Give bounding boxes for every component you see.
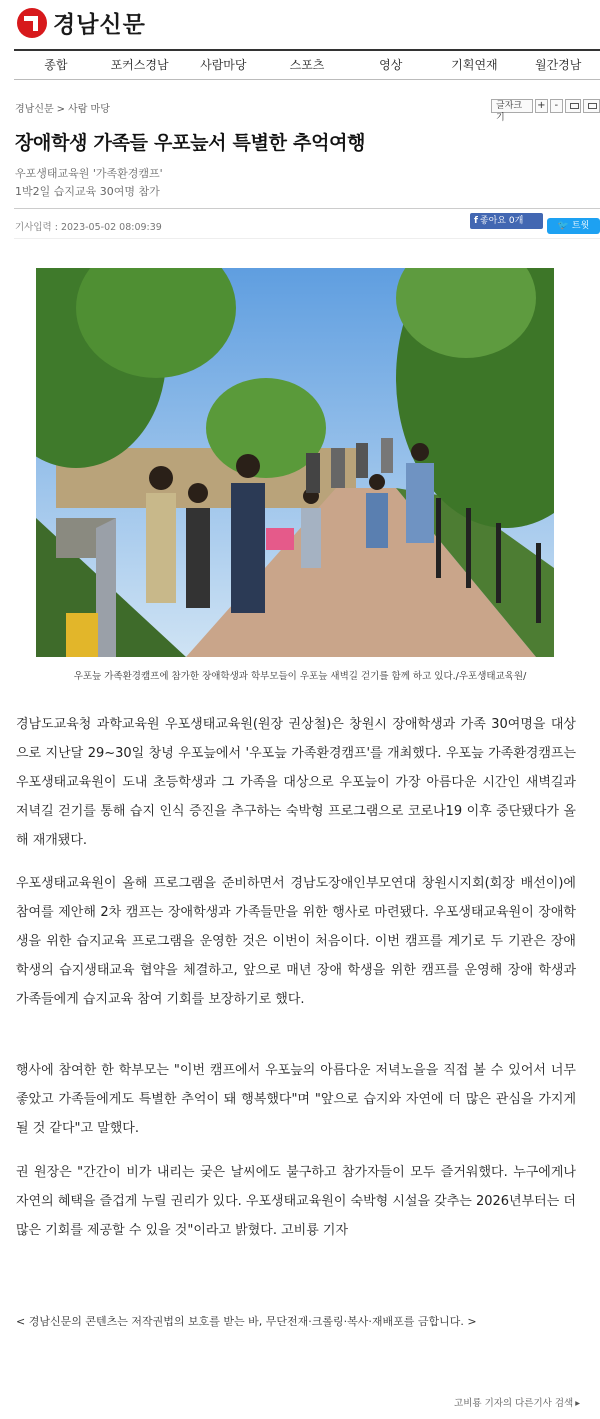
breadcrumb-home[interactable]: 경남신문 [15, 104, 54, 115]
like-label: 좋아요 0개 [479, 216, 524, 226]
font-decrease-button[interactable]: - [550, 99, 563, 113]
copyright-notice: < 경남신문의 콘텐츠는 저작권법의 보호를 받는 바, 무단전재·크롤링·복사·재배포를 금합니다. > [16, 1315, 477, 1328]
divider-2 [14, 238, 600, 239]
tweet-button[interactable] [547, 218, 600, 234]
font-increase-button[interactable]: + [535, 99, 548, 113]
nav-item-general[interactable]: 종합 [44, 58, 68, 72]
article-tools [491, 99, 600, 123]
arrow-right-icon: ▸ [575, 1398, 580, 1409]
site-logo[interactable] [17, 6, 146, 39]
twitter-icon: 🐦 [557, 221, 569, 231]
article-paragraph: 경남도교육청 과학교육원 우포생태교육원(원장 권상철)은 창원시 장애학생과 가족 30여명을 대상으로 지난달 29~30일 창녕 우포늪에서 '우포늪 가족환경캠프'를 개최했다. 우포늪 가족환경캠프는 우포생태교육원이 도내 초등학생과 그 가족을 대상으로 우포늪이 가장 아름다운 시간인 새벽길과 저녁길 걷기를 통해 습지 인식 증진을 추구하는 숙박형 프로그램으로 코로나19 이후 중단됐다가 올해 재개됐다. [16, 717, 576, 848]
email-icon[interactable] [583, 99, 600, 113]
facebook-like-button[interactable] [470, 213, 543, 229]
logo-mark-icon [17, 8, 47, 38]
reporter-more-label: 고비룡 기자의 다른기사 검색 [454, 1398, 574, 1409]
breadcrumb-separator: > [56, 104, 66, 115]
article-paragraph: 권 원장은 "간간이 비가 내리는 궂은 날씨에도 불구하고 참가자들이 모두 즐거워했다. 누구에게나 자연의 혜택을 즐겁게 누릴 권리가 있다. 우포생태교육원이 숙박형 시설을 갖추는 2026년부터는 더 많은 기회를 제공할 수 있을 것"이라고 밝혔다. 고비룡 기자 [16, 1165, 576, 1238]
tweet-label: 트윗 [571, 221, 590, 231]
article-title: 장애학생 가족들 우포늪서 특별한 추억여행 [15, 132, 366, 154]
facebook-icon: f [474, 216, 478, 226]
nav-item-video[interactable]: 영상 [379, 58, 403, 72]
article-subtitle: 우포생태교육원 '가족환경캠프' [15, 167, 163, 180]
nav-item-series[interactable]: 기획연재 [451, 58, 498, 72]
breadcrumb [15, 100, 110, 115]
breadcrumb-section[interactable]: 사람 마당 [68, 104, 110, 115]
font-size-label: 글자크기 [491, 99, 533, 113]
print-icon[interactable] [565, 99, 582, 113]
article-subtitle-2: 1박2일 습지교육 30여명 참가 [15, 185, 160, 198]
main-nav [14, 49, 600, 80]
article-paragraph: 행사에 참여한 한 학부모는 "이번 캠프에서 우포늪의 아름다운 저녁노을을 직접 볼 수 있어서 너무 좋았고 가족들에게도 특별한 추억이 돼 행복했다"며 "앞으로 습지와 자연에 더 많은 관심을 가지게 될 것 같다"고 말했다. [16, 1063, 576, 1136]
article-date: 기사입력 : 2023-05-02 08:09:39 [15, 222, 162, 233]
site-name: 경남신문 [53, 12, 146, 38]
photo-caption: 우포늪 가족환경캠프에 참가한 장애학생과 학부모들이 우포늪 새벽길 걷기를 함께 하고 있다./우포생태교육원/ [73, 671, 527, 682]
site-header [0, 0, 600, 48]
article-photo [36, 268, 554, 657]
nav-item-people[interactable]: 사람마당 [200, 58, 247, 72]
nav-item-focus[interactable]: 포커스경남 [110, 58, 169, 72]
nav-item-monthly[interactable]: 월간경남 [534, 58, 582, 72]
divider [14, 208, 600, 209]
article-paragraph: 우포생태교육원이 올해 프로그램을 준비하면서 경남도장애인부모연대 창원시지회(회장 배선이)에 참여를 제안해 2차 캠프는 장애학생과 가족들만을 위한 행사로 마련됐다. 우포생태교육원이 장애학생을 위한 습지교육 프로그램을 운영한 것은 이번이 처음이다. 이번 캠프를 계기로 두 기관은 장애 학생의 습지생태교육 협약을 체결하고, 앞으로 매년 장애 학생을 위한 캠프를 운영해 장애 학생과 가족들에게 습지교육 참여 기회를 보장하기로 했다. [16, 876, 576, 1007]
nav-item-sports[interactable]: 스포츠 [289, 58, 325, 72]
photo-illustration [36, 268, 554, 657]
reporter-more-link[interactable] [454, 1395, 580, 1409]
